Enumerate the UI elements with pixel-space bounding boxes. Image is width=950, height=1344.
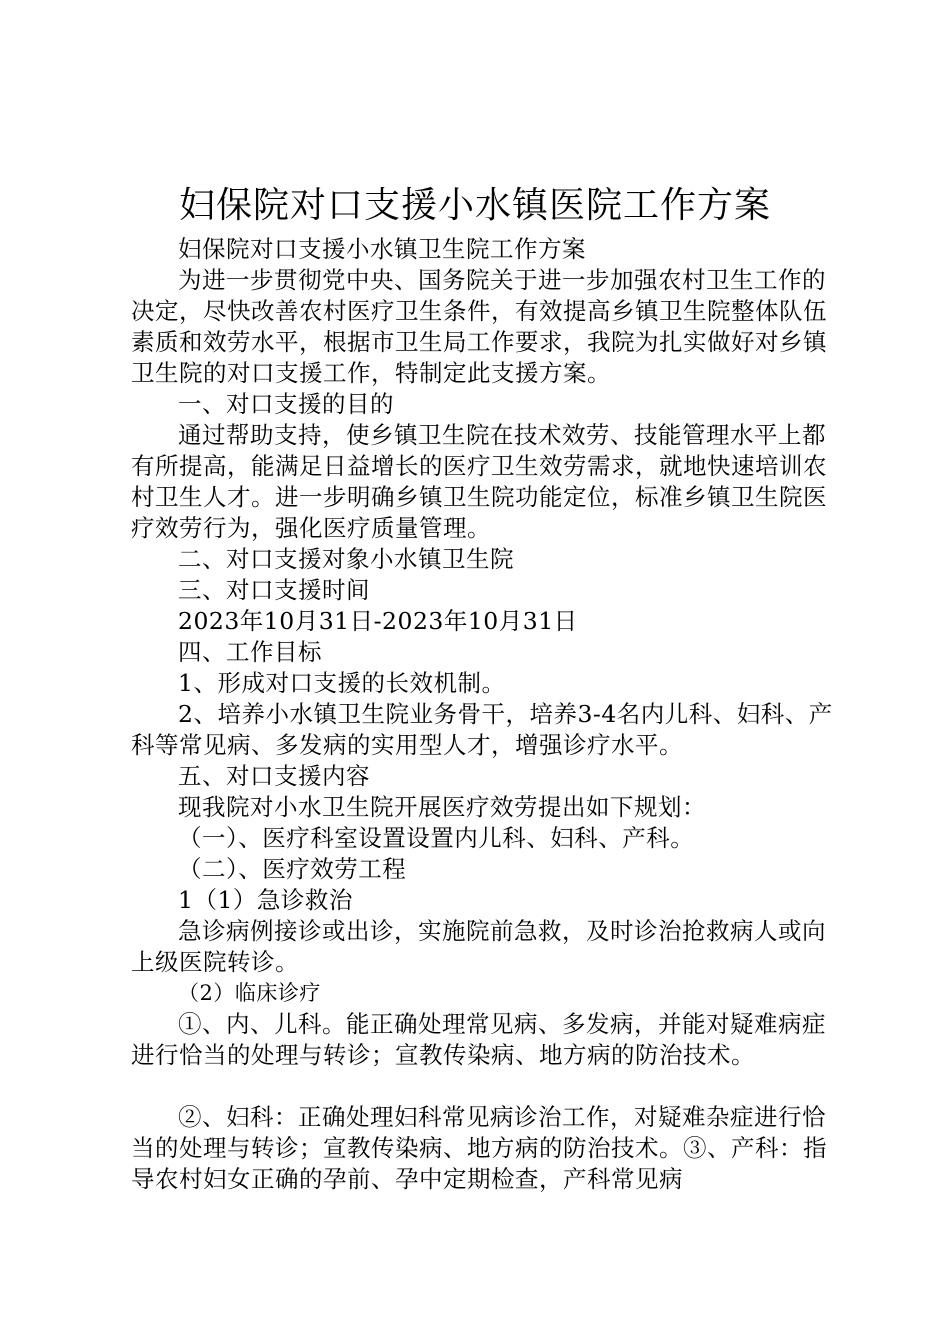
goal-item-1: 1、形成对口支援的长效机制。 (178, 669, 506, 697)
content-item-departments: （一）、医疗科室设置设置内儿科、妇科、产科。 (178, 824, 695, 852)
section-heading-goals: 四、工作目标 (178, 638, 322, 666)
section-heading-time: 三、对口支援时间 (178, 576, 370, 604)
paragraph-date-range: 2023年10月31日-2023年10月31日 (178, 607, 578, 635)
paragraph-gynecology-obstetrics: ②、妇科：正确处理妇科常见病诊治工作，对疑难杂症进行恰当的处理与转诊；宣教传染病、地方病的防治技术。③、产科：指导农村妇女正确的孕前、孕中定期检查，产科常见病 (131, 1103, 827, 1193)
goal-item-2: 2、培养小水镇卫生院业务骨干，培养3-4名内儿科、妇科、产科等常见病、多发病的实用型人才，增强诊疗水平。 (131, 700, 833, 759)
section-heading-target: 二、对口支援对象小水镇卫生院 (178, 545, 514, 573)
paragraph-emergency: 急诊病例接诊或出诊，实施院前急救，及时诊治抢救病人或向上级医院转诊。 (131, 917, 826, 976)
paragraph-purpose: 通过帮助支持，使乡镇卫生院在技术效劳、技能管理水平上都有所提高，能满足日益增长的医疗卫生效劳需求，就地快速培训农村卫生人才。进一步明确乡镇卫生院功能定位，标准乡镇卫生院医疗效劳行为，强化医疗质量管理。 (131, 421, 827, 542)
paragraph-subtitle: 妇保院对口支援小水镇卫生院工作方案 (178, 235, 586, 263)
document-title: 妇保院对口支援小水镇医院工作方案 (178, 185, 771, 226)
service-item-clinical: （2）临床诊疗 (178, 981, 321, 1005)
paragraph-internal-pediatrics: ①、内、儿科。能正确处理常见病、多发病，并能对疑难病症进行恰当的处理与转诊；宣教传染病、地方病的防治技术。 (131, 1010, 826, 1069)
service-item-emergency: 1（1）急诊救治 (178, 886, 353, 914)
paragraph-intro: 为进一步贯彻党中央、国务院关于进一步加强农村卫生工作的决定，尽快改善农村医疗卫生条件，有效提高乡镇卫生院整体队伍素质和效劳水平，根据市卫生局工作要求，我院为扎实做好对乡镇卫生院的对口支援工作，特制定此支援方案。 (131, 266, 827, 387)
paragraph-plan-intro: 现我院对小水卫生院开展医疗效劳提出如下规划： (178, 793, 706, 821)
document-body (131, 234, 836, 1195)
content-item-services: （二）、医疗效劳工程 (178, 855, 407, 883)
section-heading-content: 五、对口支援内容 (178, 762, 370, 790)
section-heading-purpose: 一、对口支援的目的 (178, 390, 394, 418)
